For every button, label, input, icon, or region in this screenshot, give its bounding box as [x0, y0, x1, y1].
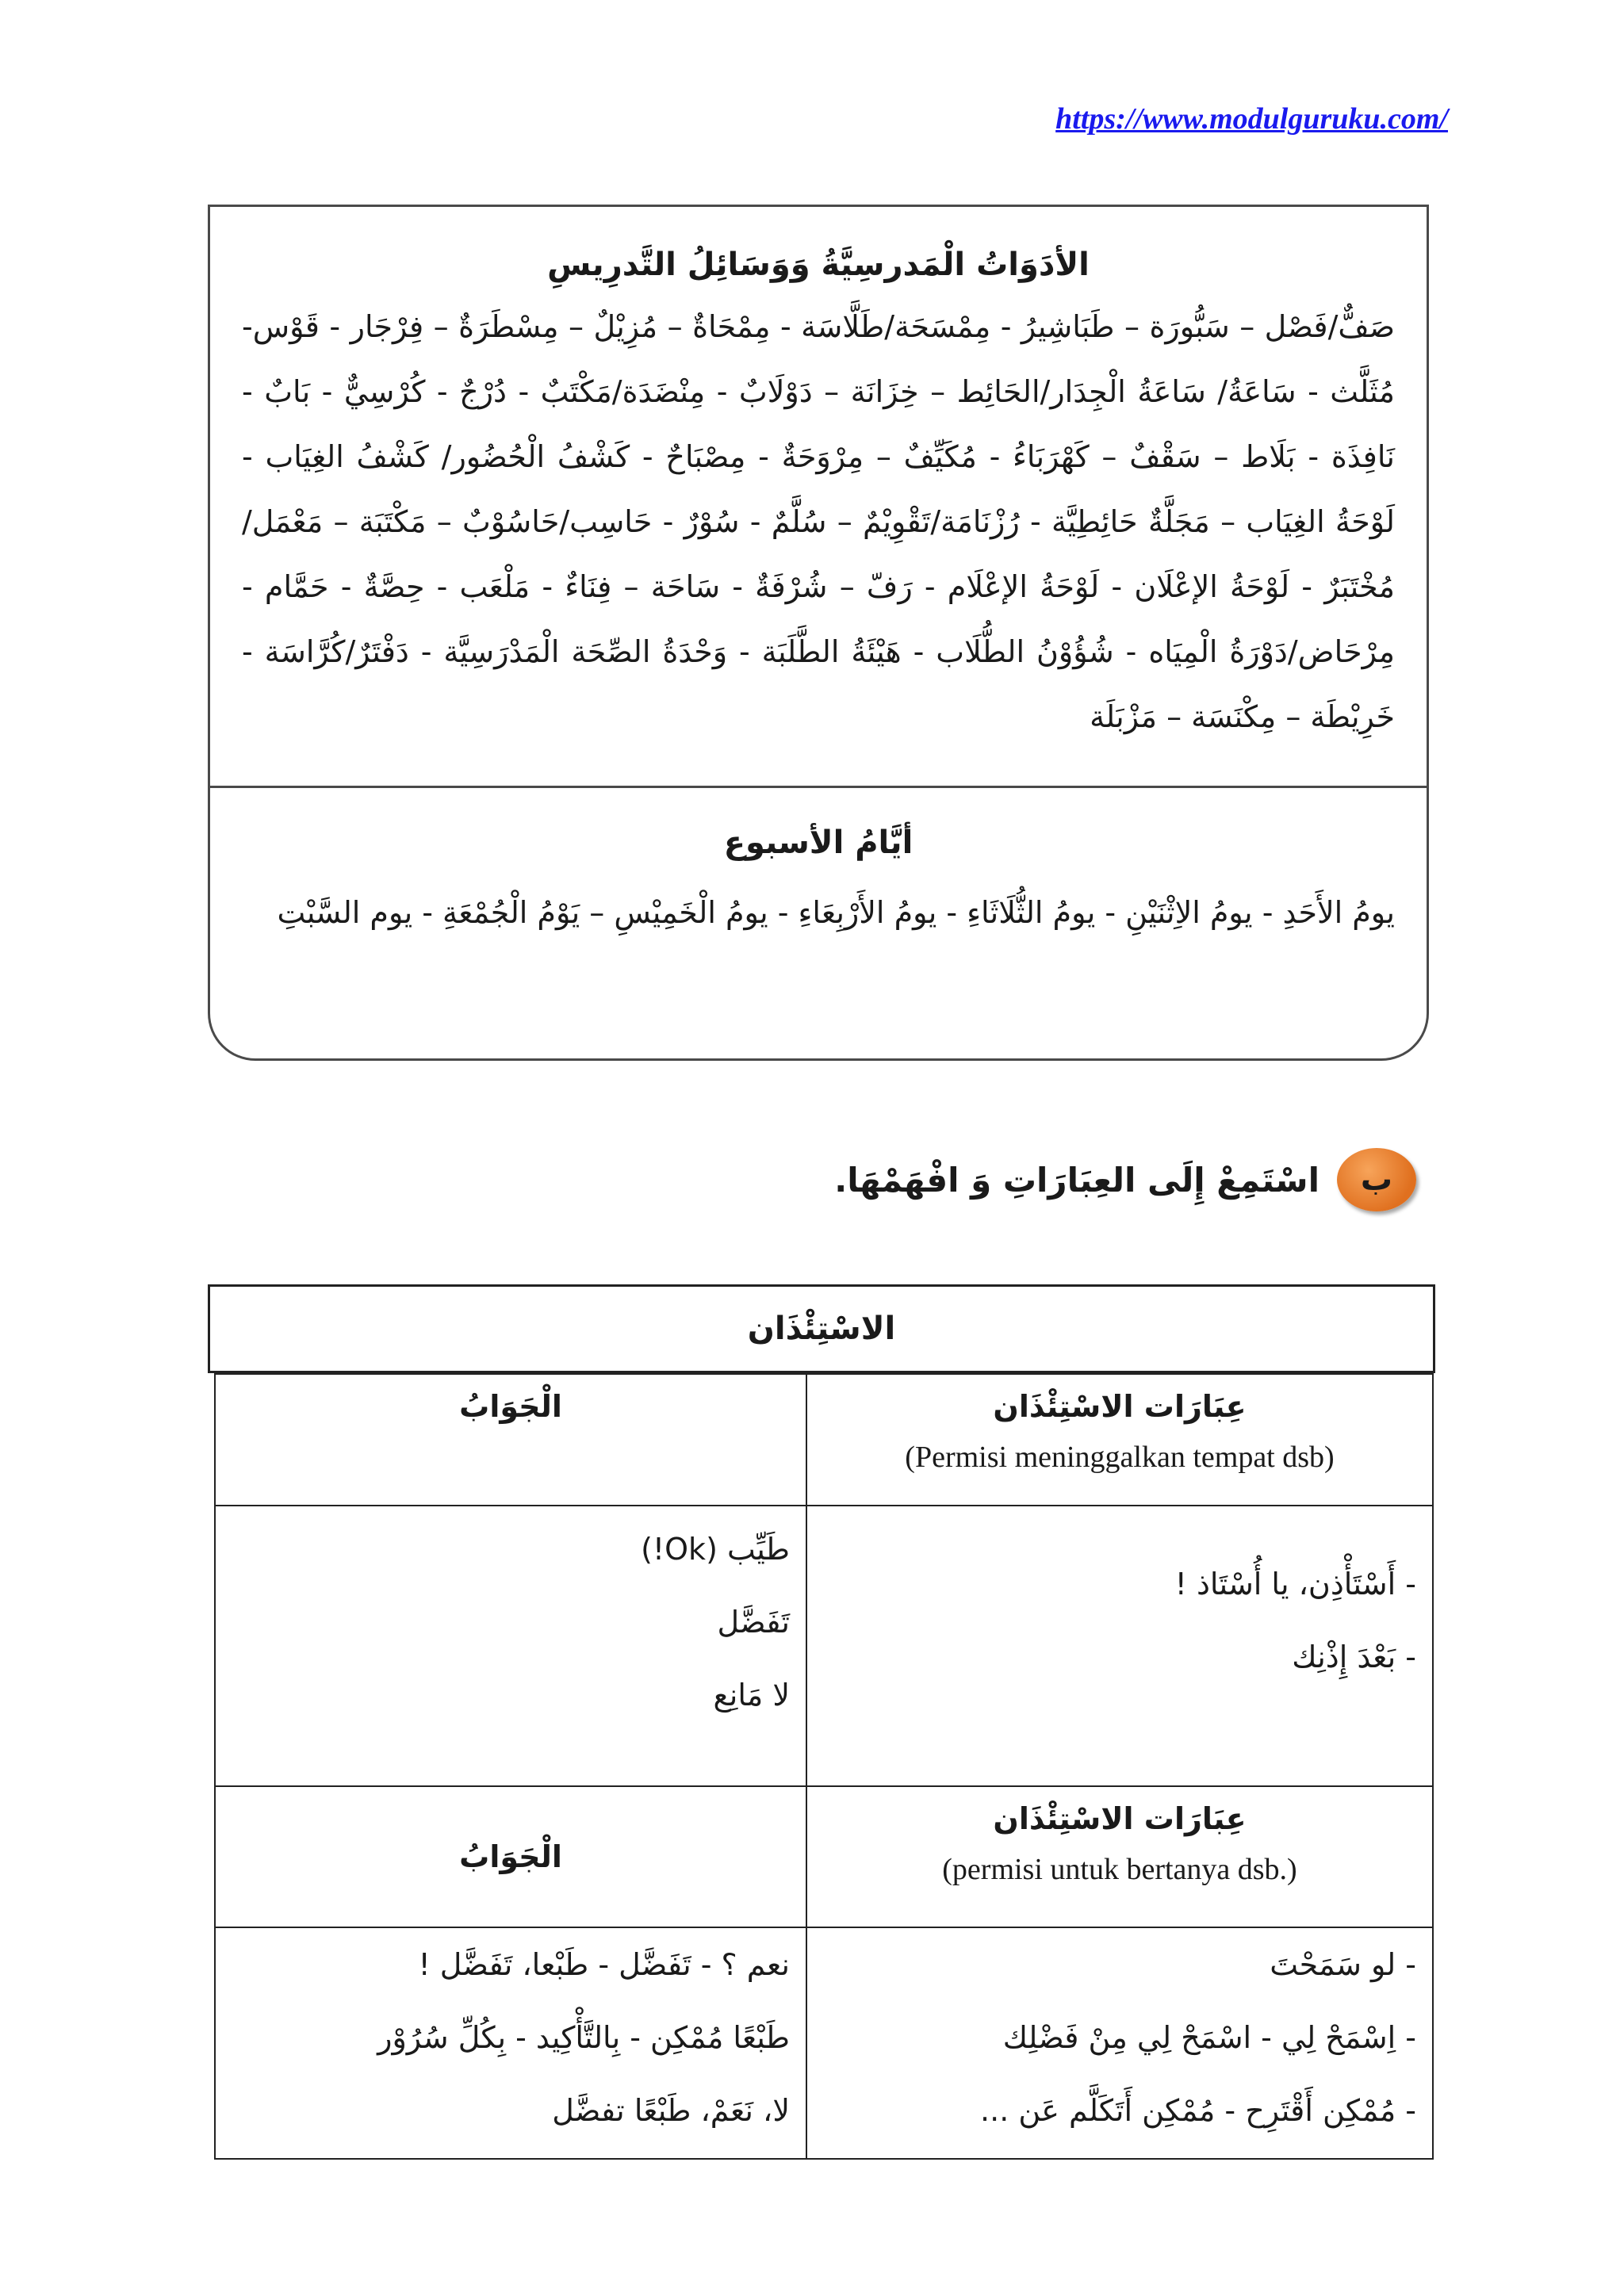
expression-item: - مُمْكِن أَقْتَرِح - مُمْكِن أَتَكَلَّم عَن ...: [980, 2093, 1416, 2128]
table-row: [215, 1927, 1433, 2159]
expression-item: - لو سَمَحْتَ: [1270, 1947, 1416, 1982]
school-tools-text: صَفٌّ/فَصْل – سَبُّورَة – طَبَاشِيرُ - مِمْسَحَة/طَلَّاسَة - مِمْحَاةٌ – مُزِيْلٌ – مِسْطَرَةٌ – فِرْجَار - قَوْس- مُثَلَّث - سَاعَةُ/ سَاعَةُ الْجِدَار/الحَائِط – خِزَانَة – دَوْلَابٌ - مِنْضَدَة/مَكْتَبٌ - دُرْجٌ - كُرْسِيٌّ - بَابٌ - نَافِذَة - بَلَاط – سَقْفٌ – كَهْرَبَاءُ - مُكَيِّفٌ – مِرْوَحَةٌ - مِصْبَاحٌ - كَشْفُ الْحُضُور/ كَشْفُ الغِيَاب - لَوْحَةُ الغِيَاب – مَجَلَّةٌ حَائِطِيَّة - رُزْنَامَة/تَقْوِيْمٌ – سُلَّمٌ - سُوْرٌ - حَاسِب/حَاسُوْبٌ – مَكْتَبَة – مَعْمَل/مُخْتَبَرٌ - لَوْحَةُ الإعْلَان - لَوْحَةُ الإعْلَام - رَفّ – شُرْفَةٌ - سَاحَة – فِنَاءٌ - مَلْعَب - حِصَّةٌ - حَمَّام - مِرْحَاض/دَوْرَةُ الْمِيَاه - شُؤُوْنُ الطُّلَاب - هَيْئَةُ الطَّلَبَة - وَحْدَةُ الصِّحَة الْمَدْرَسِيَّة - دَفْتَرٌ/كُرَّاسَة - خَرِيْطَة – مِكْنَسَة – مَزْبَلَة: [242, 309, 1395, 734]
section-b-badge: ب: [1337, 1148, 1416, 1211]
answer-item: نعم ؟ - تَفَضَّل - طَبْعا، تَفَضَّل !: [418, 1947, 790, 1982]
answer-item: لا، نَعَمْ، طَبْعًا تفضَّل: [552, 2093, 790, 2128]
school-tools-section: [210, 207, 1427, 788]
expression-item: - اِسْمَحْ لِي - اسْمَحْ لِي مِنْ فَضْلِك: [1002, 2020, 1416, 2055]
weekdays-title: أيَّامُ الأسبوع: [723, 825, 914, 861]
answer-header-cell: [215, 1786, 806, 1927]
expressions-cell: [806, 1506, 1433, 1786]
expression-header: عِبَارَات الاسْتِئْذَان: [993, 1389, 1247, 1424]
expression-header: عِبَارَات الاسْتِئْذَان: [993, 1801, 1247, 1836]
answer-header-cell: [215, 1374, 806, 1506]
weekdays-section: [210, 788, 1427, 945]
expression-item: - أَسْتَأْذِن، يا أُسْتَاذ !: [1174, 1567, 1416, 1601]
permission-table-title: الاسْتِئْذَان: [208, 1284, 1435, 1373]
vocabulary-box: [208, 205, 1429, 1061]
section-b-header: [834, 1148, 1416, 1211]
answer-item: طَيِّب (Ok!): [641, 1532, 790, 1567]
answers-cell: [215, 1927, 806, 2159]
answer-header: الْجَوَابُ: [459, 1389, 562, 1424]
answer-item: طَبْعًا مُمْكِن - بِالتَّأْكِيد - بِكُلِّ سُرُوْر: [377, 2020, 790, 2055]
expression-header-cell: [806, 1786, 1433, 1927]
answer-header: الْجَوَابُ: [459, 1839, 562, 1874]
answers-cell: [215, 1506, 806, 1786]
weekdays-text: يومُ الأَحَدِ - يومُ الاِثْنَيْنِ - يومُ الثُّلَاثَاءِ - يومُ الأَرْبِعَاءِ - يومُ الْخَمِيْسِ – يَوْمُ الْجُمْعَةِ - يوم السَّبْتِ: [277, 895, 1395, 930]
expression-header-translation: (permisi untuk bertanya dsb.): [942, 1853, 1297, 1886]
source-url-link[interactable]: https://www.modulguruku.com/: [1055, 102, 1448, 136]
expression-header-translation: (Permisi meninggalkan tempat dsb): [905, 1441, 1335, 1474]
table-row: [215, 1506, 1433, 1786]
answer-item: لا مَانِع: [713, 1678, 790, 1712]
answer-item: تَفَضَّل: [717, 1605, 790, 1640]
table-row: [215, 1786, 1433, 1927]
section-b-instruction: اسْتَمِعْ إِلَى العِبَارَاتِ وَ افْهَمْهَا.: [834, 1160, 1320, 1200]
permission-table: [214, 1373, 1434, 2160]
table-row: [215, 1374, 1433, 1506]
school-tools-title: الأدَوَاتُ الْمَدرسِيَّةُ وَوَسَائِلُ التَّدرِيسِ: [547, 247, 1090, 283]
expression-item: - بَعْدَ إِذْنِك: [1292, 1640, 1416, 1674]
expressions-cell: [806, 1927, 1433, 2159]
expression-header-cell: [806, 1374, 1433, 1506]
